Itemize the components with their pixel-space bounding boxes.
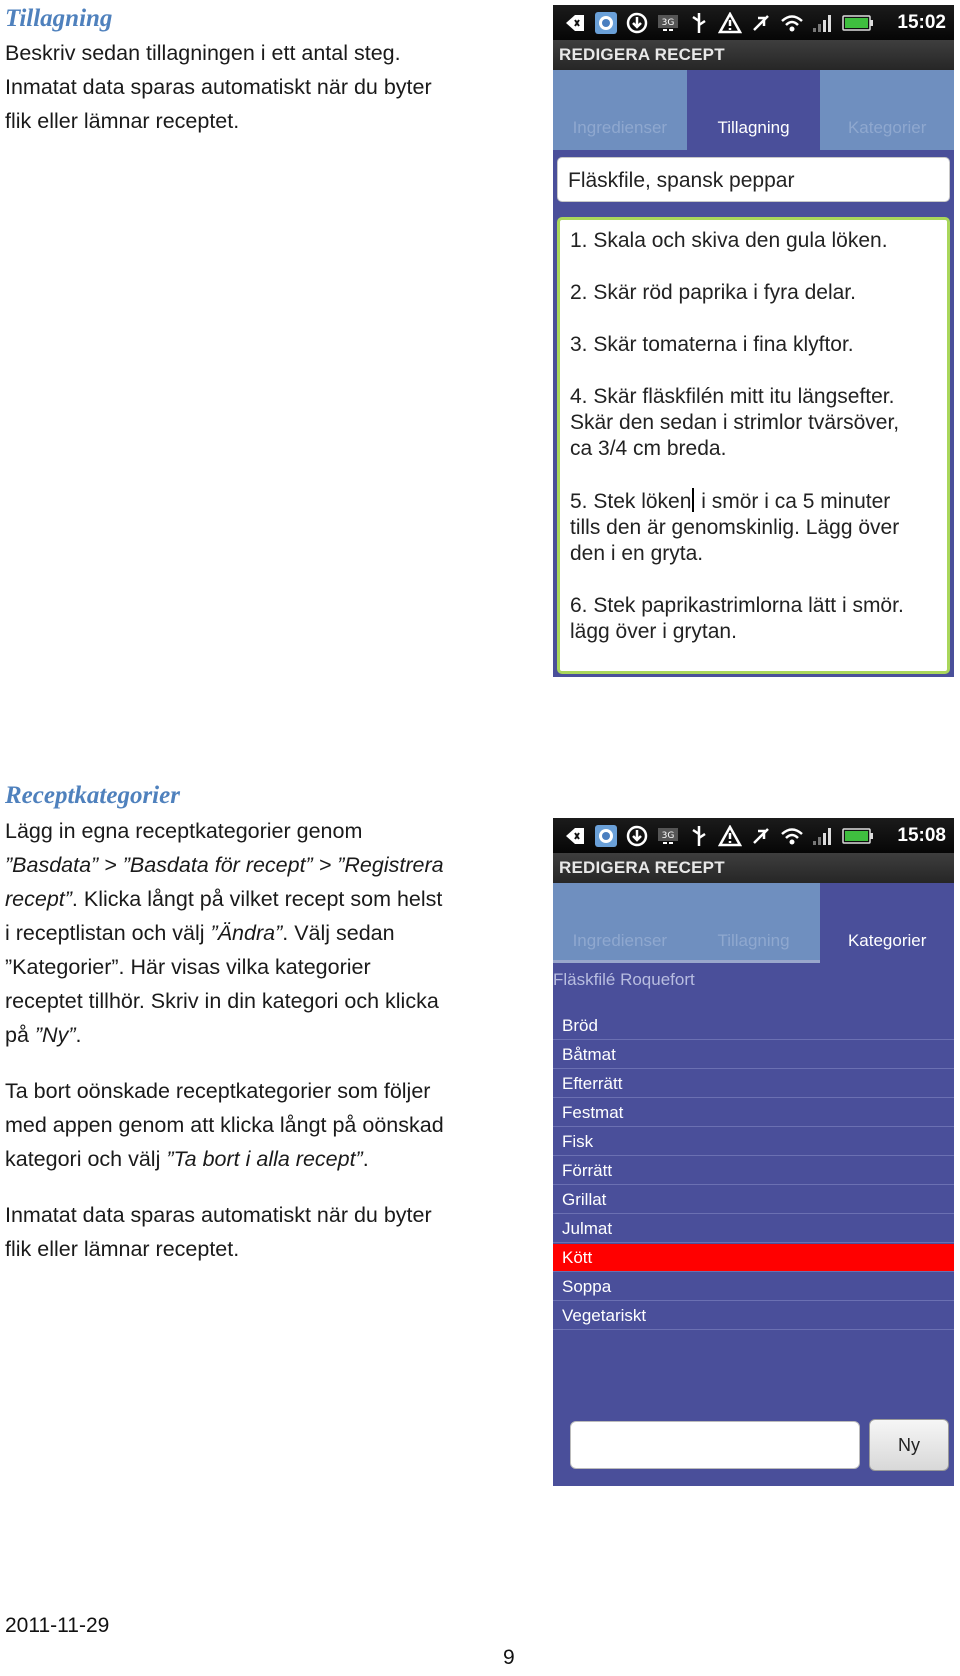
- hitta-icon: [594, 824, 618, 848]
- usb-icon: [687, 824, 711, 848]
- category-item[interactable]: Grillat: [553, 1186, 954, 1214]
- hitta-icon: [594, 11, 618, 35]
- step-item: 1. Skala och skiva den gula löken.: [570, 229, 888, 252]
- italic-text: ”Ny”: [34, 1023, 76, 1047]
- 3g-icon: [656, 824, 680, 848]
- paragraph-line: [5, 1018, 81, 1053]
- tab-bar: [553, 70, 954, 150]
- paragraph-line: Beskriv sedan tillagningen i ett antal steg.: [5, 41, 401, 65]
- paragraph-line: flik eller lämnar receptet.: [5, 1237, 240, 1261]
- recipe-name-field[interactable]: Fläskfile, spansk peppar: [557, 157, 950, 202]
- 3g-icon: [656, 11, 680, 35]
- italic-text: ”Ändra”: [210, 921, 283, 945]
- category-item[interactable]: Efterrätt: [553, 1070, 954, 1098]
- wifi-icon: [780, 11, 804, 35]
- status-time: 15:02: [897, 12, 946, 33]
- tab-tillagning[interactable]: Tillagning: [687, 70, 821, 150]
- signal-icon: [811, 824, 835, 848]
- text: i receptlistan och välj: [5, 921, 211, 945]
- paragraph-line: [5, 1142, 369, 1177]
- paragraph-line: [5, 916, 395, 951]
- tab-bar: [553, 883, 954, 963]
- paragraph-line: Ta bort oönskade receptkategorier som följer: [5, 1079, 431, 1103]
- paragraph-line: Inmatat data sparas automatiskt när du byter: [5, 75, 432, 99]
- category-item-selected[interactable]: Kött: [553, 1244, 954, 1272]
- text: . Klicka långt på vilket recept som helst: [71, 887, 443, 911]
- section-heading-tillagning: Tillagning: [5, 5, 113, 32]
- warning-icon: [718, 11, 742, 35]
- mute-icon: [749, 824, 773, 848]
- paragraph-line: ”Kategorier”. Här visas vilka kategorier: [5, 955, 371, 979]
- paragraph-line: Lägg in egna receptkategorier genom: [5, 819, 363, 843]
- step-item: 3. Skär tomaterna i fina klyftor.: [570, 333, 854, 356]
- step-item: 6. Stek paprikastrimlorna lätt i smör. lägg över i grytan.: [570, 594, 904, 643]
- paragraph-line: [5, 882, 442, 917]
- step-item: 2. Skär röd paprika i fyra delar.: [570, 281, 856, 304]
- italic-text: ”Basdata” > ”Basdata för recept” > ”Registrera: [5, 853, 444, 877]
- warning-icon: [718, 824, 742, 848]
- italic-text: ”Ta bort i alla recept”: [166, 1147, 363, 1171]
- paragraph-line: receptet tillhör. Skriv in din kategori och klicka: [5, 989, 439, 1013]
- step-item: [570, 488, 937, 567]
- new-category-button[interactable]: Ny: [869, 1419, 949, 1471]
- phone-screenshot-kategorier: [553, 818, 954, 1486]
- status-bar: [553, 5, 954, 40]
- category-item[interactable]: Båtmat: [553, 1041, 954, 1069]
- tab-kategorier[interactable]: Kategorier: [820, 883, 954, 963]
- recipe-name-label: Fläskfilé Roquefort: [553, 970, 695, 989]
- category-item[interactable]: Förrätt: [553, 1157, 954, 1185]
- section-heading-receptkategorier: Receptkategorier: [5, 782, 180, 809]
- category-item[interactable]: Festmat: [553, 1099, 954, 1127]
- tab-ingredienser[interactable]: [553, 883, 687, 963]
- category-item[interactable]: Bröd: [553, 1012, 954, 1040]
- battery-icon: [842, 11, 874, 35]
- paragraph-line: flik eller lämnar receptet.: [5, 109, 240, 133]
- category-item[interactable]: Vegetariskt: [553, 1302, 954, 1330]
- paragraph-line: [5, 848, 444, 883]
- back-icon: [563, 11, 587, 35]
- tab-kategorier[interactable]: Kategorier: [820, 70, 954, 150]
- tab-label: Ingredienser: [572, 931, 668, 950]
- paragraph-line: Inmatat data sparas automatiskt när du byter: [5, 1203, 432, 1227]
- tab-tillagning[interactable]: [687, 883, 821, 963]
- text: på: [5, 1023, 35, 1047]
- usb-icon: [687, 11, 711, 35]
- status-time: 15:08: [897, 825, 946, 846]
- tab-ingredienser[interactable]: Ingredienser: [553, 70, 687, 150]
- footer-date: 2011-11-29: [5, 1614, 110, 1637]
- tab-label: Tillagning: [717, 931, 790, 950]
- download-icon: [625, 11, 649, 35]
- page-number: 9: [503, 1646, 515, 1669]
- paragraph-line: med appen genom att klicka långt på oönskad: [5, 1113, 444, 1137]
- category-item[interactable]: Julmat: [553, 1215, 954, 1243]
- step-item: 4. Skär fläskfilén mitt itu längsefter. Skär den sedan i strimlor tvärsöver, ca 3/4 cm breda.: [570, 385, 900, 460]
- svg-text:3G: 3G: [661, 18, 675, 28]
- app-title-bar: REDIGERA RECEPT: [553, 853, 954, 883]
- text: kategori och välj: [5, 1147, 167, 1171]
- mute-icon: [749, 11, 773, 35]
- step-text: 5. Stek löken: [570, 490, 692, 513]
- text: .: [362, 1147, 369, 1171]
- text: .: [75, 1023, 82, 1047]
- svg-text:3G: 3G: [661, 831, 675, 841]
- category-list: [553, 1012, 954, 1331]
- step-text: i smör i ca 5 minuter tills den är genomskinlig. Lägg över den i en gryta.: [570, 490, 900, 565]
- download-icon: [625, 824, 649, 848]
- back-icon: [563, 824, 587, 848]
- new-category-input[interactable]: [570, 1421, 860, 1469]
- italic-text: recept”: [5, 887, 72, 911]
- steps-textarea[interactable]: [557, 217, 950, 674]
- battery-icon: [842, 824, 874, 848]
- category-item[interactable]: Fisk: [553, 1128, 954, 1156]
- app-title-bar: REDIGERA RECEPT: [553, 40, 954, 70]
- text: . Välj sedan: [282, 921, 395, 945]
- status-bar: [553, 818, 954, 853]
- category-item[interactable]: Soppa: [553, 1273, 954, 1301]
- wifi-icon: [780, 824, 804, 848]
- signal-icon: [811, 11, 835, 35]
- phone-screenshot-tillagning: [553, 5, 954, 677]
